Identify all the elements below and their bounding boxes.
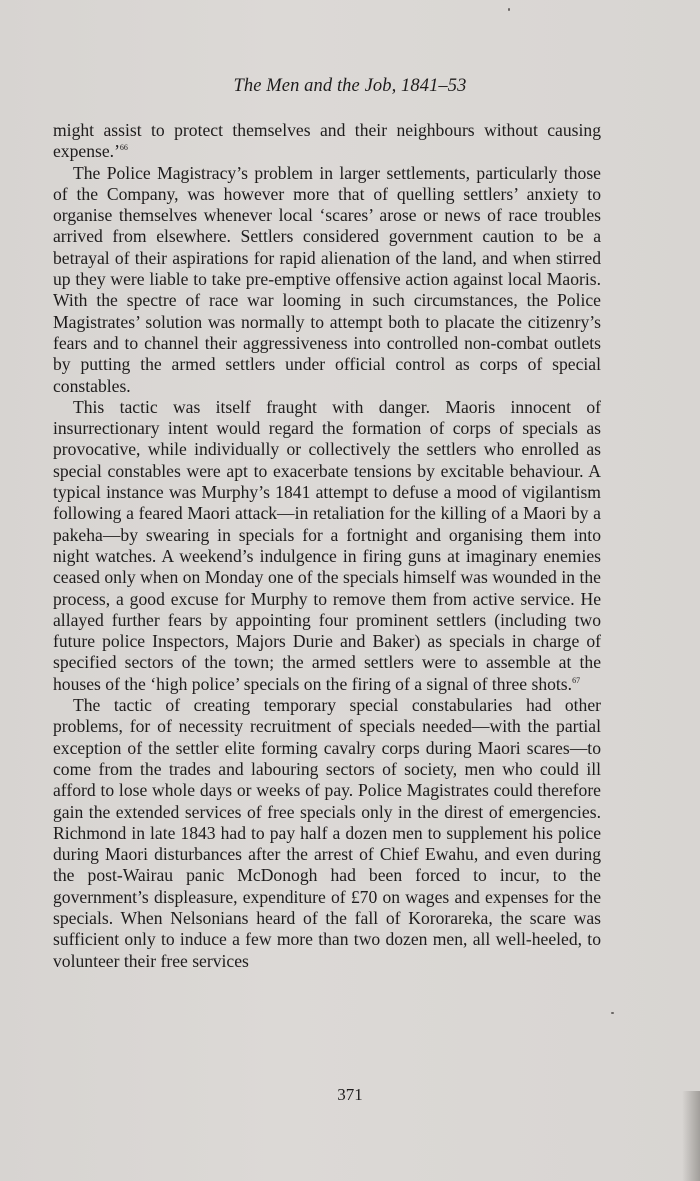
paper-speck xyxy=(611,1012,614,1014)
paragraph-text: The tactic of creating temporary special constabularies had other problems, for of necessity recruitment of specials needed—with the partial exception of the settler elite forming cavalry corps during Maori scares—to come from the trades and labouring sectors of society, men who could ill afford to lose whole days or weeks of pay. Police Magistrates could therefore gain the extended services of free specials only in the direst of emergencies. Richmond in late 1843 had to pay half a dozen men to supplement his police during Maori disturbances after the arrest of Chief Ewahu, and even during the post-Wairau panic McDonogh had been forced to incur, to the government’s displeasure, expenditure of £70 on wages and expenses for the specials. When Nelsonians heard of the fall of Kororareka, the scare was sufficient only to induce a few more than two dozen men, all well-heeled, to volunteer their free services xyxy=(53,695,601,971)
paragraph xyxy=(53,695,601,972)
page-edge-shadow xyxy=(682,1091,700,1181)
paper-speck xyxy=(508,8,510,11)
paragraph-text: The Police Magistracy’s problem in larger settlements, particularly those of the Company, was however more that of quelling settlers’ anxiety to organise themselves whenever local ‘scares’ arose or news of race troubles arrived from elsewhere. Settlers considered government caution to be a betrayal of their aspirations for rapid alienation of the land, and when stirred up they were liable to take pre-emptive offensive action against local Maoris. With the spectre of race war looming in such circumstances, the Police Magistrates’ solution was normally to attempt both to placate the citizenry’s fears and to channel their aggressiveness into controlled non-combat outlets by putting the armed settlers under official control as corps of special constables. xyxy=(53,162,601,396)
paragraph-text: might assist to protect themselves and their neighbours without causing expense.’ xyxy=(53,120,601,162)
footnote-ref-66[interactable]: 66 xyxy=(119,143,128,153)
running-head: The Men and the Job, 1841–53 xyxy=(233,76,467,96)
paragraph xyxy=(53,163,601,397)
body-text xyxy=(53,120,601,972)
paragraph-text: This tactic was itself fraught with danger. Maoris innocent of insurrectionary intent would regard the formation of corps of specials as provocative, while individually or collectively the settlers who enrolled as special constables were apt to exacerbate tensions by excitable behaviour. A typical instance was Murphy’s 1841 attempt to defuse a mood of vigilantism following a feared Maori attack—in retaliation for the killing of a Maori by a pakeha—by swearing in specials for a fortnight and organising them into night watches. A weekend’s indulgence in firing guns at imaginary enemies ceased only when on Monday one of the specials himself was wounded in the process, a good excuse for Murphy to remove them from active service. He allayed further fears by appointing four prominent settlers (including two future police Inspectors, Majors Durie and Baker) as specials in charge of specified sectors of the town; the armed settlers were to assemble at the houses of the ‘high police’ specials on the firing of a signal of three shots. xyxy=(53,396,601,694)
paragraph-continued xyxy=(53,120,601,163)
footnote-ref-67[interactable]: 67 xyxy=(572,675,581,685)
paragraph xyxy=(53,397,601,695)
page-number: 371 xyxy=(337,1085,363,1104)
